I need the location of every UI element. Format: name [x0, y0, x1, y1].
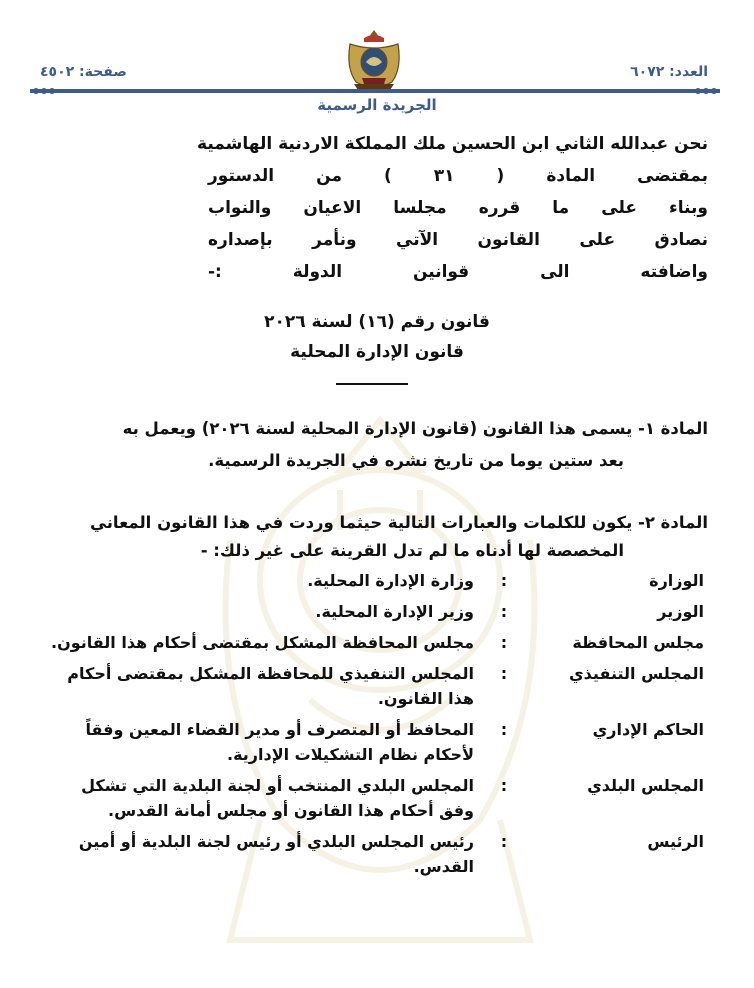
definition-text: وزير الإدارة المحلية.: [315, 602, 474, 621]
definition-colon: :: [500, 832, 508, 851]
definition-row: [44, 630, 704, 655]
preamble-line: بمقتضى المادة ( ٣١ ) من الدستور: [208, 166, 708, 186]
definition-text: المحافظ أو المتصرف أو مدير القضاء المعين وفقاً لأحكام نظام التشكيلات الإدارية.: [85, 720, 474, 764]
definition-row: [44, 773, 704, 823]
preamble-line: نصادق على القانون الآتي ونأمر بإصداره: [208, 230, 708, 250]
definition-row: [44, 829, 704, 879]
definition-term: الرئيس: [647, 832, 704, 851]
article-2-line: المادة ٢- يكون للكلمات والعبارات التالية حيثما وردت في هذا القانون المعاني: [90, 513, 708, 532]
definition-term: مجلس المحافظة: [572, 633, 704, 652]
definition-text: وزارة الإدارة المحلية.: [307, 571, 474, 590]
preamble-line: وبناء على ما قرره مجلسا الاعيان والنواب: [208, 198, 708, 218]
preamble-line: واضافته الى قوانين الدولة :-: [208, 262, 708, 282]
article-1-line: المادة ١- يسمى هذا القانون (قانون الإدارة المحلية لسنة ٢٠٢٦) ويعمل به: [122, 419, 708, 438]
definition-colon: :: [500, 633, 508, 652]
article-2-line: المخصصة لها أدناه ما لم تدل القرينة على غير ذلك: -: [200, 541, 624, 560]
definition-term: الوزير: [657, 602, 704, 621]
definition-term: الحاكم الإداري: [592, 720, 704, 739]
definition-colon: :: [500, 664, 508, 683]
definition-term: الوزارة: [649, 571, 704, 590]
law-title: قانون الإدارة المحلية: [290, 342, 464, 362]
definition-term: المجلس البلدي: [587, 776, 704, 795]
law-number: قانون رقم (١٦) لسنة ٢٠٢٦: [264, 312, 490, 332]
definition-text: رئيس المجلس البلدي أو رئيس لجنة البلدية أو أمين القدس.: [78, 832, 474, 876]
definition-text: مجلس المحافظة المشكل بمقتضى أحكام هذا القانون.: [50, 633, 474, 652]
article-1-line: بعد ستين يوما من تاريخ نشره في الجريدة الرسمية.: [208, 451, 624, 470]
definitions-list: [44, 568, 704, 885]
definition-term: المجلس التنفيذي: [569, 664, 704, 683]
gazette-title: الجريدة الرسمية: [317, 96, 437, 114]
definition-colon: :: [500, 776, 508, 795]
definition-row: [44, 599, 704, 624]
definition-text: المجلس التنفيذي للمحافظة المشكل بمقتضى أحكام هذا القانون.: [67, 664, 474, 708]
header-divider: [30, 88, 720, 94]
definition-colon: :: [500, 571, 508, 590]
definition-row: [44, 568, 704, 593]
issue-number: العدد: ٦٠٧٢: [630, 64, 708, 80]
title-underline: [336, 383, 408, 385]
definition-colon: :: [500, 602, 508, 621]
definition-row: [44, 661, 704, 711]
definition-text: المجلس البلدي المنتخب أو لجنة البلدية التي تشكل وفق أحكام هذا القانون أو مجلس أمانة القدس.: [81, 776, 474, 820]
page-number: صفحة: ٤٥٠٢: [40, 64, 127, 80]
definition-colon: :: [500, 720, 508, 739]
coat-of-arms-icon: [344, 28, 404, 92]
preamble-line: نحن عبدالله الثاني ابن الحسين ملك المملكة الاردنية الهاشمية: [197, 134, 708, 154]
definition-row: [44, 717, 704, 767]
